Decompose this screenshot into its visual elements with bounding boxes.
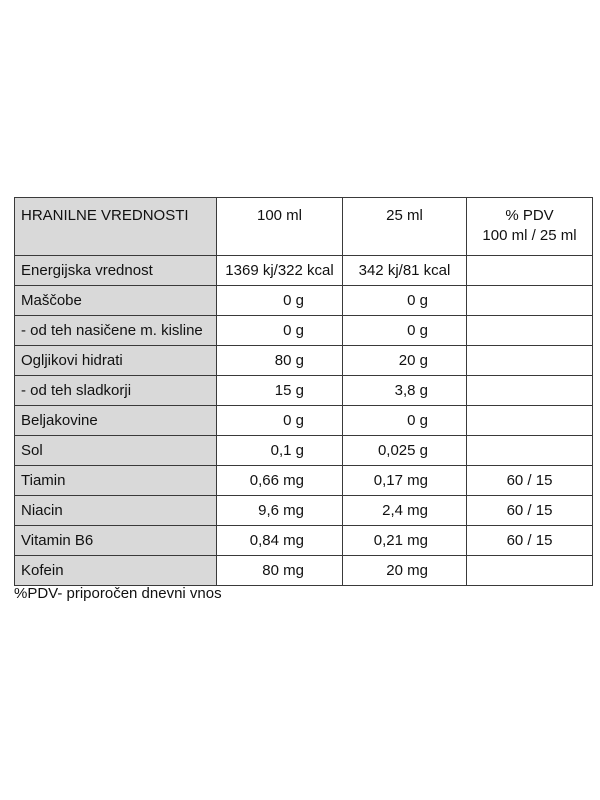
value-25ml: 3,8 g: [343, 376, 467, 406]
header-100ml: 100 ml: [217, 198, 343, 256]
row-label: Beljakovine: [15, 406, 217, 436]
value-100ml: 80 mg: [217, 556, 343, 586]
table-row: [15, 286, 593, 316]
header-pdv-line2: 100 ml / 25 ml: [482, 227, 577, 244]
value-100ml: 1369 kj/322 kcal: [217, 256, 343, 286]
value-pdv: [467, 346, 593, 376]
value-pdv: [467, 406, 593, 436]
value-pdv: 60 / 15: [467, 526, 593, 556]
row-label: Tiamin: [15, 466, 217, 496]
header-25ml: 25 ml: [343, 198, 467, 256]
value-25ml: 20 g: [343, 346, 467, 376]
value-25ml: 0,17 mg: [343, 466, 467, 496]
value-25ml: 0 g: [343, 286, 467, 316]
value-100ml: 0 g: [217, 406, 343, 436]
row-label: Sol: [15, 436, 217, 466]
header-label: HRANILNE VREDNOSTI: [15, 198, 217, 256]
table-row: [15, 526, 593, 556]
row-label: Vitamin B6: [15, 526, 217, 556]
value-25ml: 0,21 mg: [343, 526, 467, 556]
value-25ml: 0 g: [343, 406, 467, 436]
row-label: - od teh nasičene m. kisline: [15, 316, 217, 346]
table-row: [15, 406, 593, 436]
footnote: %PDV- priporočen dnevni vnos: [14, 585, 222, 602]
header-pdv: [467, 198, 593, 256]
row-label: Kofein: [15, 556, 217, 586]
value-pdv: [467, 316, 593, 346]
row-label: Maščobe: [15, 286, 217, 316]
value-pdv: 60 / 15: [467, 466, 593, 496]
value-pdv: [467, 286, 593, 316]
value-100ml: 0,84 mg: [217, 526, 343, 556]
value-25ml: 2,4 mg: [343, 496, 467, 526]
row-label: Niacin: [15, 496, 217, 526]
header-row: [15, 198, 593, 256]
value-100ml: 0 g: [217, 316, 343, 346]
header-pdv-line1: % PDV: [505, 207, 554, 224]
value-100ml: 0,1 g: [217, 436, 343, 466]
value-pdv: [467, 256, 593, 286]
table-row: [15, 496, 593, 526]
value-100ml: 15 g: [217, 376, 343, 406]
value-pdv: [467, 436, 593, 466]
value-100ml: 0 g: [217, 286, 343, 316]
nutrition-table: [14, 197, 593, 586]
row-label: Ogljikovi hidrati: [15, 346, 217, 376]
value-pdv: [467, 556, 593, 586]
value-100ml: 0,66 mg: [217, 466, 343, 496]
value-25ml: 20 mg: [343, 556, 467, 586]
value-25ml: 0 g: [343, 316, 467, 346]
row-label: Energijska vrednost: [15, 256, 217, 286]
value-100ml: 9,6 mg: [217, 496, 343, 526]
value-25ml: 342 kj/81 kcal: [343, 256, 467, 286]
table-row: [15, 556, 593, 586]
nutrition-table-body: [15, 198, 593, 586]
nutrition-table-container: [14, 197, 593, 586]
value-pdv: [467, 376, 593, 406]
table-row: [15, 346, 593, 376]
table-row: [15, 376, 593, 406]
table-row: [15, 466, 593, 496]
table-row: [15, 256, 593, 286]
row-label: - od teh sladkorji: [15, 376, 217, 406]
value-pdv: 60 / 15: [467, 496, 593, 526]
table-row: [15, 316, 593, 346]
table-row: [15, 436, 593, 466]
value-100ml: 80 g: [217, 346, 343, 376]
value-25ml: 0,025 g: [343, 436, 467, 466]
